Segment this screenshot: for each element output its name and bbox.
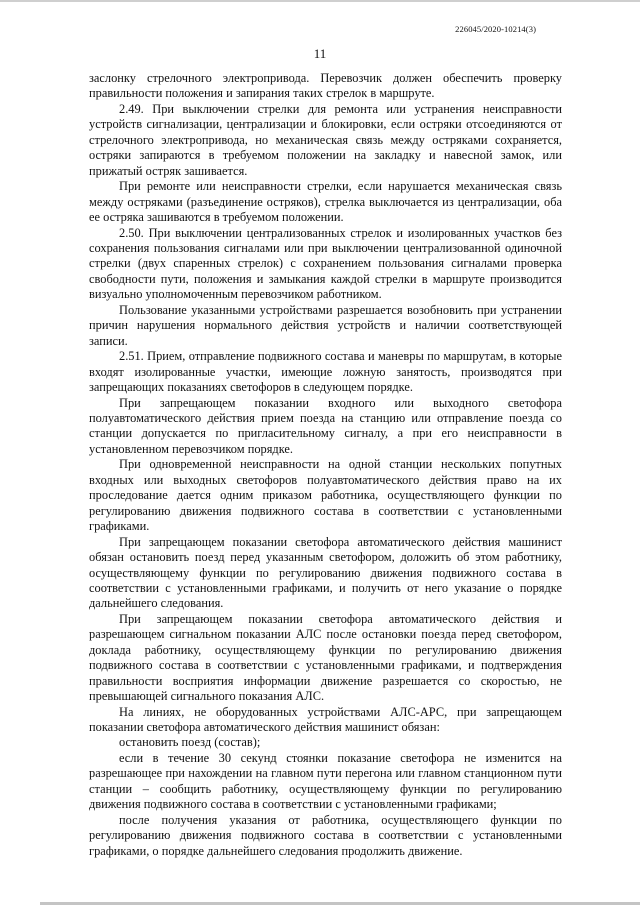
paragraph: 2.49. При выключении стрелки для ремонта или устранения неисправности устройств сигнализации, централизации и блокировки, если остряки отсоединяются от стрелочного электропривода, но механическая связь между остряками сохраняется, остряки запираются в требуемом положении на закладку и навесной замок, или прижатый остряк зашивается. [89,101,562,178]
paragraph: Пользование указанными устройствами разрешается возобновить при устранении причин нарушения нормального действия устройств и наличии соответствующей записи. [89,302,562,348]
page-number: 11 [313,46,327,61]
document-id: 226045/2020-10214(3) [455,24,536,34]
paragraph: При запрещающем показании входного или выходного светофора полуавтоматического действия прием поезда на станцию или отправление поезда со станции допускается по пригласительному сигналу, а при его неисправности в установленном перевозчиком порядке. [89,395,562,456]
top-scan-edge [0,0,640,2]
paragraph: после получения указания от работника, осуществляющего функции по регулированию движения подвижного состава в соответствии с установленными графиками, о порядке дальнейшего следования продолжить движение. [89,812,562,858]
paragraph: 2.51. Прием, отправление подвижного состава и маневры по маршрутам, в которые входят изолированные участки, имеющие ложную занятость, производятся при запрещающих показаниях светофоров в следующем порядке. [89,349,562,395]
paragraph: остановить поезд (состав); [119,735,261,750]
paragraph: При запрещающем показании светофора автоматического действия и разрешающем сигнальном показании АЛС после остановки поезда перед светофором, доклада работнику, осуществляющему функции по регулированию движения подвижного состава в соответствии с установленными графиками, и подтверждения правильности восприятия информации движение разрешается со скоростью, не превышающей сигнального показания АЛС. [89,611,562,704]
paragraph: На линиях, не оборудованных устройствами АЛС-АРС, при запрещающем показании светофора автоматического действия машинист обязан: [89,704,562,735]
paragraph: заслонку стрелочного электропривода. Перевозчик должен обеспечить проверку правильности положения и запирания таких стрелок в маршруте. [89,71,562,101]
paragraph: При одновременной неисправности на одной станции нескольких попутных входных или выходных светофоров полуавтоматического действия право на их проследование дается одним приказом работника, осуществляющего функции по регулированию движения подвижного состава в соответствии с установленными графиками. [89,457,562,534]
paragraph: 2.50. При выключении централизованных стрелок и изолированных участков без сохранения пользования сигналами или при выключении централизованной одиночной стрелки (двух спаренных стрелок) с сохранением пользования сигналами проверка свободности пути, положения и замыкания каждой стрелки в маршруте производится визуально уполномоченным перевозчиком работником. [89,225,562,302]
paragraph: При запрещающем показании светофора автоматического действия машинист обязан остановить поезд перед указанным светофором, доложить об этом работнику, осуществляющему функции по регулированию движения подвижного состава в соответствии с установленными графиками, и получить от него указание о порядке дальнейшего следования. [89,534,562,611]
paragraph: При ремонте или неисправности стрелки, если нарушается механическая связь между остряками (разъединение остряков), стрелка выключается из централизации, оба ее остряка зашиваются в требуемом положении. [89,179,562,225]
paragraph: если в течение 30 секунд стоянки показание светофора не изменится на разрешающее при нахождении на главном пути перегона или главном станционном пути станции – сообщить работнику, осуществляющему функции по регулированию движения подвижного состава в соответствии с установленными графиками; [89,750,562,812]
document-body [89,71,562,859]
